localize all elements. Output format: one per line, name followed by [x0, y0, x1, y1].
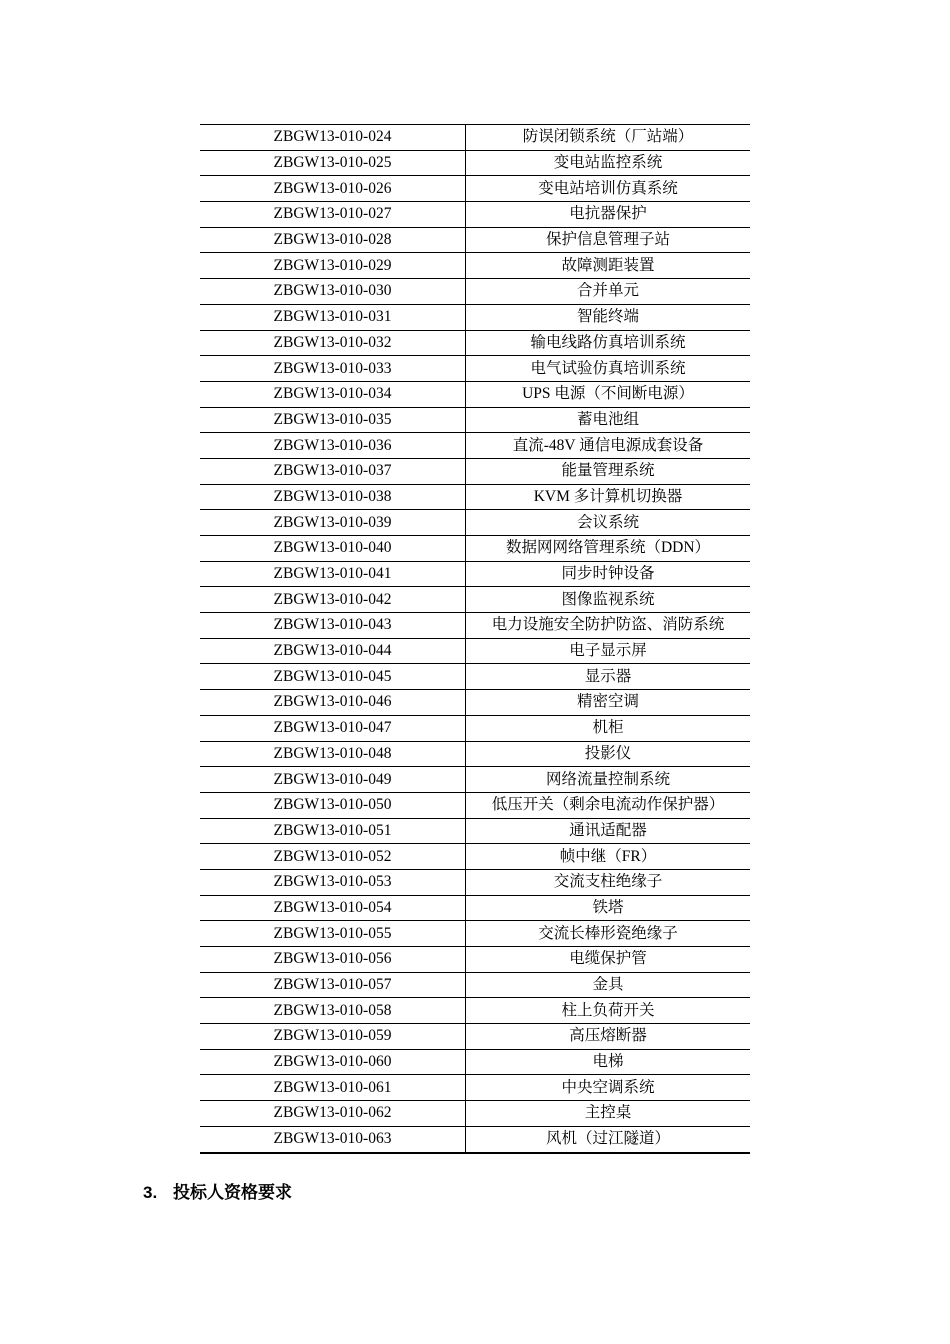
section-number: 3. [143, 1183, 158, 1202]
row-name: 显示器 [466, 664, 751, 690]
row-name: 变电站监控系统 [466, 150, 751, 176]
row-name: 机柜 [466, 715, 751, 741]
row-name: 智能终端 [466, 304, 751, 330]
table-row [200, 1126, 750, 1152]
table-row [200, 510, 750, 536]
table-row [200, 844, 750, 870]
row-code: ZBGW13-010-059 [200, 1024, 466, 1050]
row-code: ZBGW13-010-043 [200, 613, 466, 639]
row-code: ZBGW13-010-031 [200, 304, 466, 330]
row-name: 故障测距装置 [466, 253, 751, 279]
table-row [200, 587, 750, 613]
row-name: 柱上负荷开关 [466, 998, 751, 1024]
row-code: ZBGW13-010-061 [200, 1075, 466, 1101]
row-code: ZBGW13-010-042 [200, 587, 466, 613]
row-code: ZBGW13-010-034 [200, 381, 466, 407]
table-row [200, 921, 750, 947]
row-code: ZBGW13-010-033 [200, 356, 466, 382]
row-code: ZBGW13-010-036 [200, 433, 466, 459]
row-code: ZBGW13-010-056 [200, 947, 466, 973]
standards-table-body [200, 125, 750, 1153]
row-code: ZBGW13-010-053 [200, 869, 466, 895]
row-name: 帧中继（FR） [466, 844, 751, 870]
row-code: ZBGW13-010-027 [200, 202, 466, 228]
row-code: ZBGW13-010-025 [200, 150, 466, 176]
row-name: 主控桌 [466, 1101, 751, 1127]
row-code: ZBGW13-010-050 [200, 792, 466, 818]
table-row [200, 536, 750, 562]
row-name: 低压开关（剩余电流动作保护器） [466, 792, 751, 818]
table-row [200, 638, 750, 664]
row-name: 输电线路仿真培训系统 [466, 330, 751, 356]
row-code: ZBGW13-010-026 [200, 176, 466, 202]
table-row [200, 869, 750, 895]
row-code: ZBGW13-010-047 [200, 715, 466, 741]
table-row [200, 433, 750, 459]
row-code: ZBGW13-010-039 [200, 510, 466, 536]
table-row [200, 818, 750, 844]
standards-table [200, 124, 750, 1154]
table-row [200, 202, 750, 228]
table-row [200, 715, 750, 741]
table-row [200, 1024, 750, 1050]
section-title: 投标人资格要求 [173, 1183, 292, 1202]
row-code: ZBGW13-010-029 [200, 253, 466, 279]
table-row [200, 972, 750, 998]
table-row [200, 741, 750, 767]
row-code: ZBGW13-010-044 [200, 638, 466, 664]
table-row [200, 227, 750, 253]
table-row [200, 1075, 750, 1101]
row-name: 电抗器保护 [466, 202, 751, 228]
row-code: ZBGW13-010-055 [200, 921, 466, 947]
table-row [200, 690, 750, 716]
table-row [200, 1049, 750, 1075]
row-name: 防误闭锁系统（厂站端） [466, 125, 751, 151]
table-row [200, 407, 750, 433]
row-code: ZBGW13-010-063 [200, 1126, 466, 1152]
row-name: 变电站培训仿真系统 [466, 176, 751, 202]
table-row [200, 895, 750, 921]
row-code: ZBGW13-010-060 [200, 1049, 466, 1075]
row-name: 网络流量控制系统 [466, 767, 751, 793]
row-code: ZBGW13-010-045 [200, 664, 466, 690]
table-row [200, 767, 750, 793]
row-code: ZBGW13-010-032 [200, 330, 466, 356]
row-name: 电子显示屏 [466, 638, 751, 664]
row-name: 交流支柱绝缘子 [466, 869, 751, 895]
table-row [200, 125, 750, 151]
table-row [200, 176, 750, 202]
row-name: 图像监视系统 [466, 587, 751, 613]
table-row [200, 458, 750, 484]
row-name: 高压熔断器 [466, 1024, 751, 1050]
row-code: ZBGW13-010-058 [200, 998, 466, 1024]
row-code: ZBGW13-010-057 [200, 972, 466, 998]
table-row [200, 664, 750, 690]
row-name: 铁塔 [466, 895, 751, 921]
section-heading [143, 1181, 292, 1205]
row-name: 电缆保护管 [466, 947, 751, 973]
row-code: ZBGW13-010-046 [200, 690, 466, 716]
row-code: ZBGW13-010-024 [200, 125, 466, 151]
row-name: 同步时钟设备 [466, 561, 751, 587]
row-name: 电气试验仿真培训系统 [466, 356, 751, 382]
row-name: 会议系统 [466, 510, 751, 536]
row-name: 交流长棒形瓷绝缘子 [466, 921, 751, 947]
row-name: 精密空调 [466, 690, 751, 716]
table-row [200, 150, 750, 176]
row-code: ZBGW13-010-051 [200, 818, 466, 844]
row-name: 风机（过江隧道） [466, 1126, 751, 1152]
table-row [200, 947, 750, 973]
table-row [200, 1101, 750, 1127]
table-row [200, 484, 750, 510]
row-code: ZBGW13-010-030 [200, 279, 466, 305]
row-name: 通讯适配器 [466, 818, 751, 844]
row-code: ZBGW13-010-062 [200, 1101, 466, 1127]
row-name: 金具 [466, 972, 751, 998]
row-code: ZBGW13-010-052 [200, 844, 466, 870]
row-name: 能量管理系统 [466, 458, 751, 484]
row-code: ZBGW13-010-049 [200, 767, 466, 793]
row-code: ZBGW13-010-054 [200, 895, 466, 921]
row-name: 数据网网络管理系统（DDN） [466, 536, 751, 562]
table-row [200, 279, 750, 305]
row-name: 电力设施安全防护防盗、消防系统 [466, 613, 751, 639]
row-name: 直流-48V 通信电源成套设备 [466, 433, 751, 459]
table-row [200, 561, 750, 587]
row-code: ZBGW13-010-040 [200, 536, 466, 562]
row-name: UPS 电源（不间断电源） [466, 381, 751, 407]
row-code: ZBGW13-010-038 [200, 484, 466, 510]
row-name: KVM 多计算机切换器 [466, 484, 751, 510]
row-name: 保护信息管理子站 [466, 227, 751, 253]
table-row [200, 330, 750, 356]
row-name: 中央空调系统 [466, 1075, 751, 1101]
row-code: ZBGW13-010-028 [200, 227, 466, 253]
table-row [200, 304, 750, 330]
table-row [200, 356, 750, 382]
row-code: ZBGW13-010-041 [200, 561, 466, 587]
table-row [200, 998, 750, 1024]
row-name: 合并单元 [466, 279, 751, 305]
row-code: ZBGW13-010-037 [200, 458, 466, 484]
row-name: 投影仪 [466, 741, 751, 767]
table-row [200, 253, 750, 279]
row-name: 蓄电池组 [466, 407, 751, 433]
row-code: ZBGW13-010-048 [200, 741, 466, 767]
table-row [200, 613, 750, 639]
row-name: 电梯 [466, 1049, 751, 1075]
row-code: ZBGW13-010-035 [200, 407, 466, 433]
table-row [200, 792, 750, 818]
table-row [200, 381, 750, 407]
